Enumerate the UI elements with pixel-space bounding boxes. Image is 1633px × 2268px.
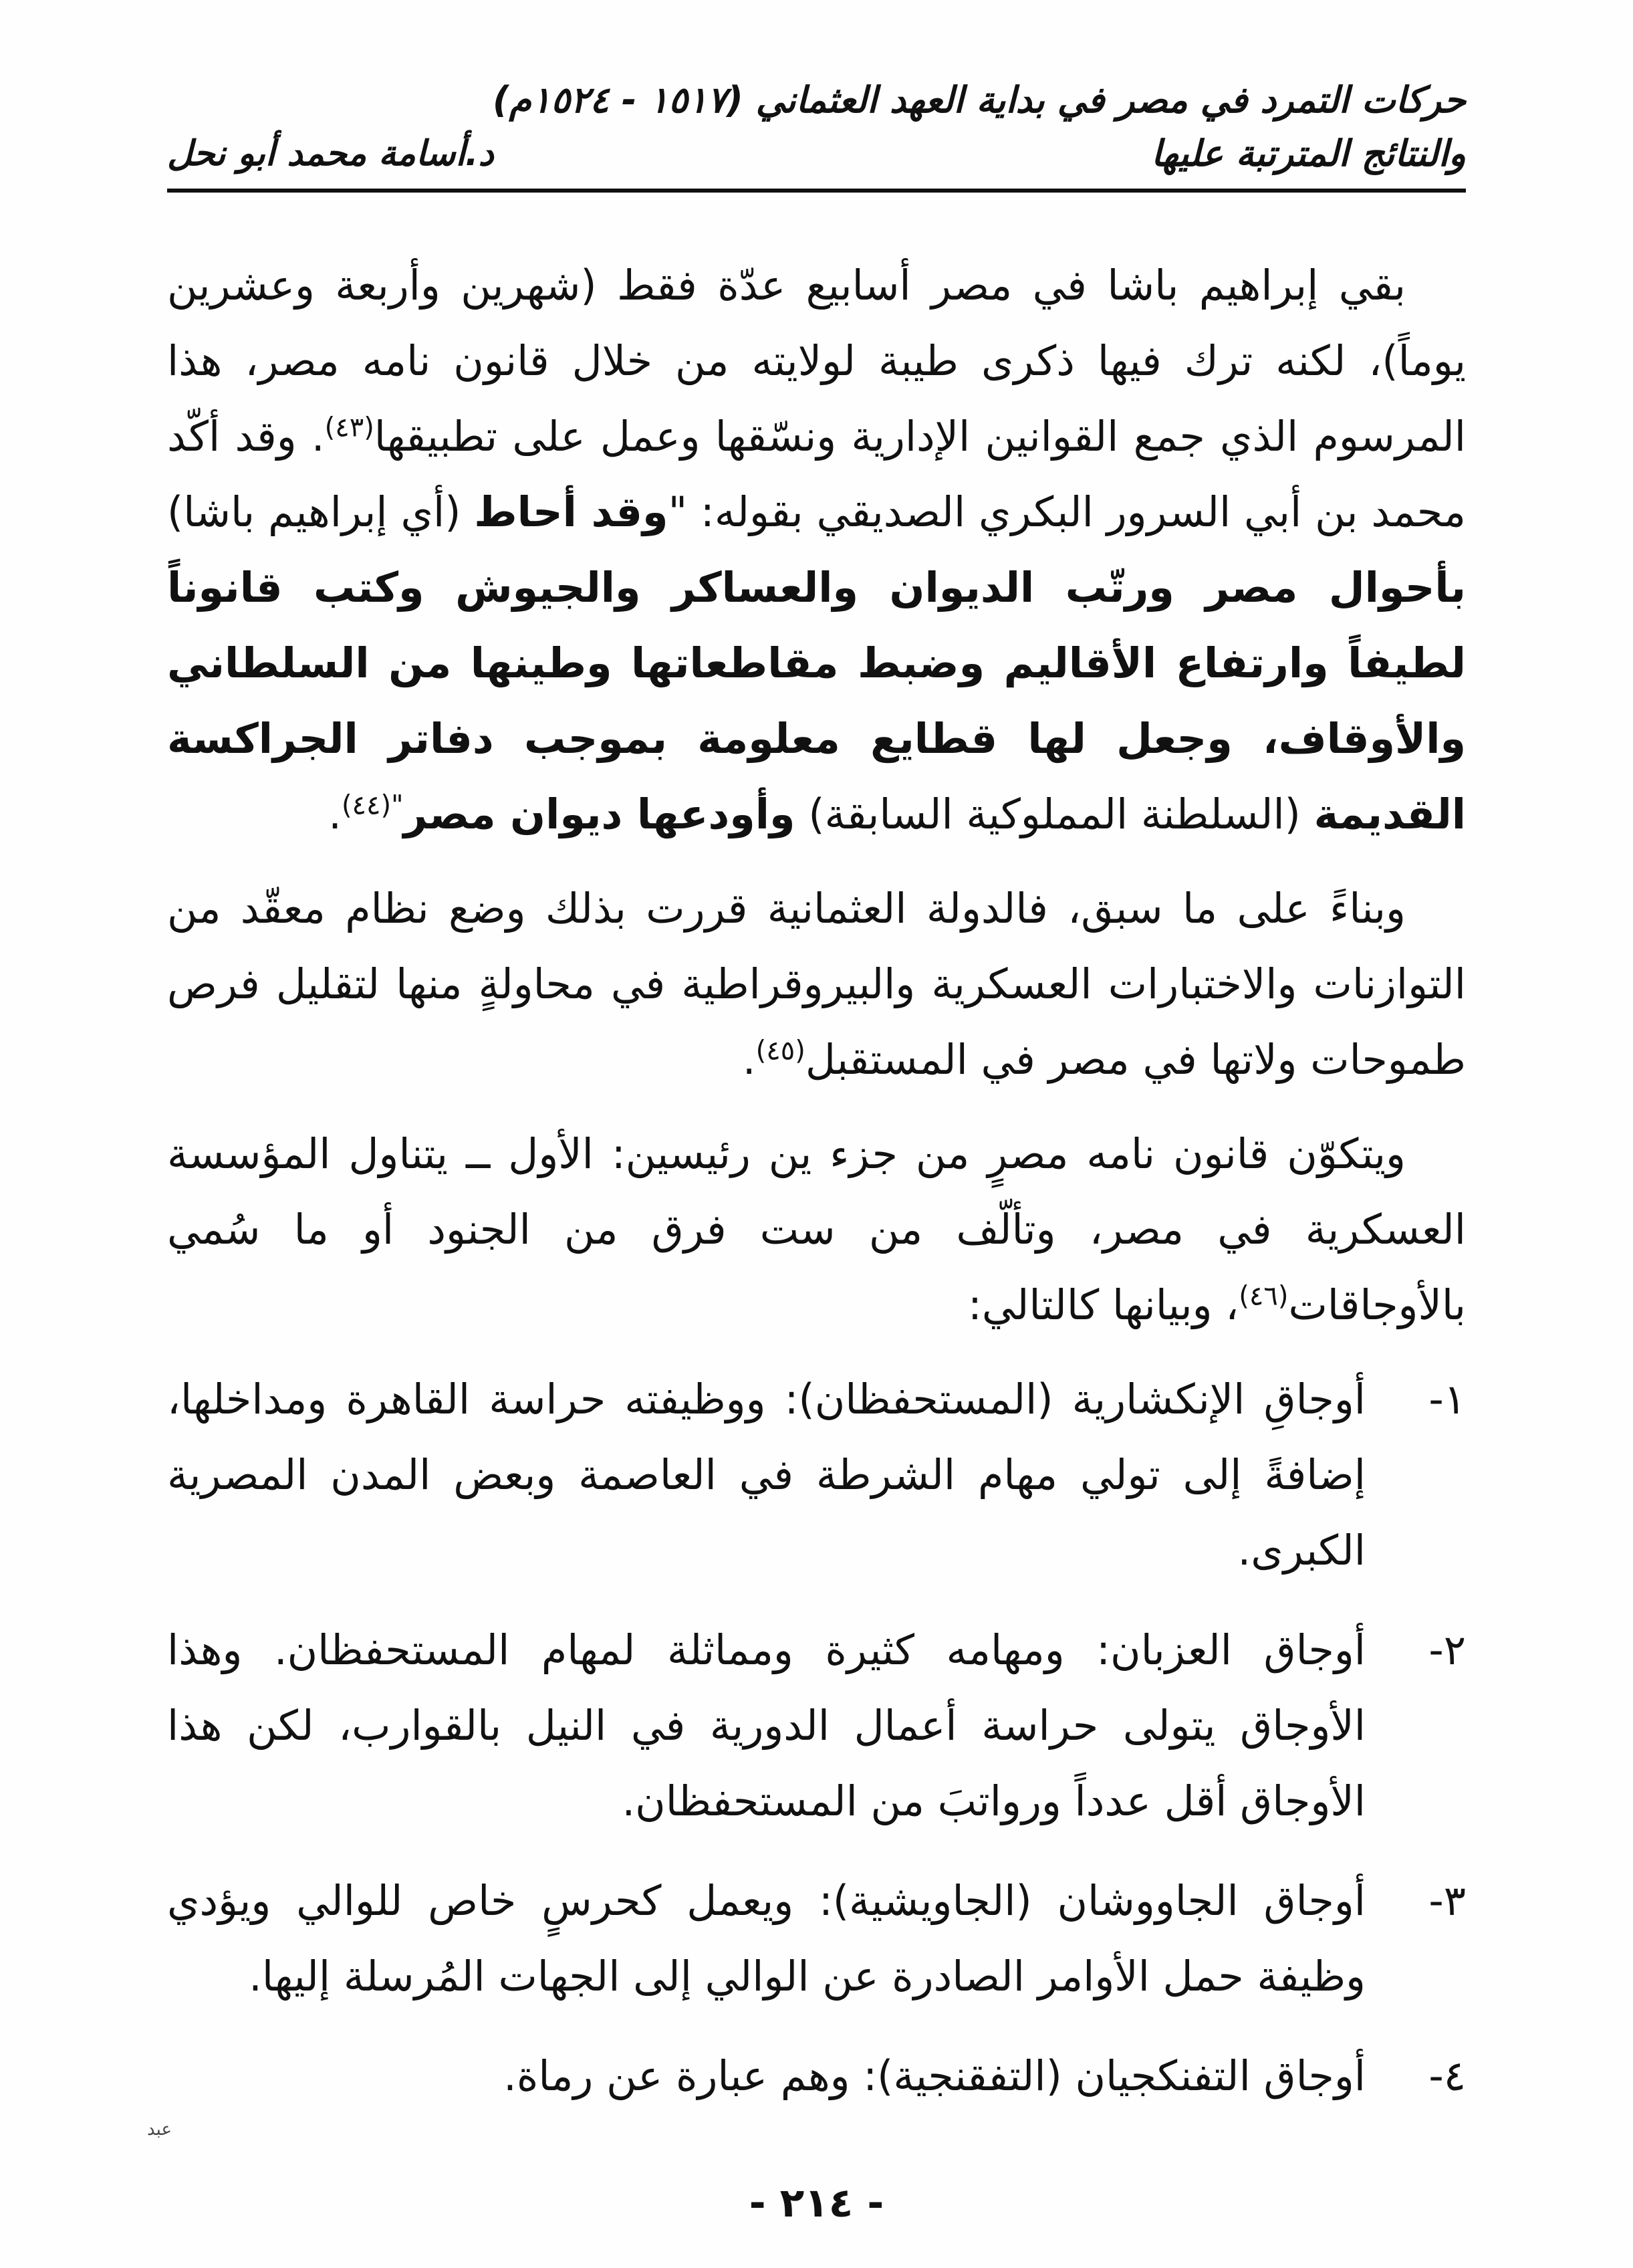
page-number: - ٢١٤ - bbox=[749, 2180, 884, 2227]
paragraph-text: ويتكوّن قانون نامه مصرٍ من جزء ين رئيسين: الأول ــ يتناول المؤسسة العسكرية في مصر، وتألّف من ست فرق من الجنود أو ما سُمي بالأوجاقات bbox=[167, 1129, 1466, 1329]
paragraph-text: . bbox=[742, 1035, 756, 1084]
list-item bbox=[167, 1863, 1466, 2014]
paragraph-text: . bbox=[328, 790, 342, 838]
paragraph-text: (أي إبراهيم باشا) bbox=[167, 487, 475, 536]
paragraph-1 bbox=[167, 247, 1466, 852]
body-text bbox=[167, 247, 1466, 2138]
paragraph-text: . وقد أكّد محمد بن أبي السرور البكري الصديقي بقوله: " bbox=[167, 412, 1466, 536]
margin-mark: عبد bbox=[147, 2120, 172, 2140]
list-number: ٢- bbox=[1428, 1625, 1466, 1674]
footnote-ref: (٤٦) bbox=[1239, 1280, 1289, 1312]
footnote-ref: (٤٣) bbox=[324, 412, 374, 443]
paragraph-text: بقي إبراهيم باشا في مصر أسابيع عدّة فقط (شهرين وأربعة وعشرين يوماً)، لكنه ترك فيها ذكرى طيبة لولايته من خلال قانون نامه مصر، هذا المرسوم الذي جمع القوانين الإدارية ونسّقها وعمل على تطبيقها bbox=[167, 261, 1466, 461]
list-item bbox=[167, 2038, 1466, 2114]
running-header bbox=[167, 67, 1466, 201]
paragraph-3 bbox=[167, 1116, 1466, 1343]
quote-bold: بأحوال مصر ورتّب الديوان والعساكر والجيوش وكتب قانوناً لطيفاً وارتفاع الأقاليم وضبط مقاطعاتها وطينها من السلطاني والأوقاف، وجعل لها قطايع معلومة بموجب دفاتر الجراكسة القديمة bbox=[167, 563, 1466, 838]
quote-bold: وقد أحاط bbox=[474, 487, 668, 536]
header-title: حركات التمرد في مصر في بداية العهد العثماني (١٥١٧ - ١٥٢٤م) bbox=[492, 79, 1466, 121]
header-divider bbox=[167, 189, 1466, 193]
list-item-text: أوجاق التفنكجيان (التفقنجية): وهم عبارة عن رماة. bbox=[503, 2051, 1366, 2100]
list-item-text: أوجاق العزبان: ومهامه كثيرة ومماثلة لمهام المستحفظان. وهذا الأوجاق يتولى حراسة أعمال الدورية في النيل بالقوارب، لكن هذا الأوجاق أقل عدداً ورواتبَ من المستحفظان. bbox=[167, 1625, 1366, 1825]
list-item bbox=[167, 1361, 1466, 1588]
list-number: ١- bbox=[1428, 1375, 1466, 1424]
list-number: ٤- bbox=[1428, 2051, 1466, 2100]
quote-bold: وأودعها ديوان مصر bbox=[403, 790, 795, 838]
paragraph-2 bbox=[167, 871, 1466, 1097]
list-number: ٣- bbox=[1428, 1876, 1466, 1925]
footnote-ref: "(٤٤) bbox=[341, 790, 404, 821]
list-item-text: أوجاقِ الإنكشارية (المستحفظان): ووظيفته حراسة القاهرة ومداخلها، إضافةً إلى تولي مهام الشرطة في العاصمة وبعض المدن المصرية الكبرى. bbox=[167, 1375, 1366, 1575]
paragraph-text: ، وبيانها كالتالي: bbox=[967, 1280, 1239, 1329]
header-author: د.أسامة محمد أبو نحل bbox=[167, 134, 494, 174]
list-item bbox=[167, 1612, 1466, 1839]
paragraph-text: (السلطنة المملوكية السابقة) bbox=[795, 790, 1314, 838]
header-subtitle: والنتائج المترتبة عليها bbox=[1151, 132, 1466, 175]
numbered-list bbox=[167, 1361, 1466, 2114]
footnote-ref: (٤٥) bbox=[755, 1035, 805, 1066]
paragraph-text: وبناءً على ما سبق، فالدولة العثمانية قررت بذلك وضع نظام معقّد من التوازنات والاختبارات العسكرية والبيروقراطية في محاولةٍ منها لتقليل فرص طموحات ولاتها في مصر في المستقبل bbox=[167, 884, 1466, 1084]
list-item-text: أوجاق الجاووشان (الجاويشية): ويعمل كحرسٍ خاص للوالي ويؤدي وظيفة حمل الأوامر الصادرة عن الوالي إلى الجهات المُرسلة إليها. bbox=[167, 1876, 1366, 2001]
